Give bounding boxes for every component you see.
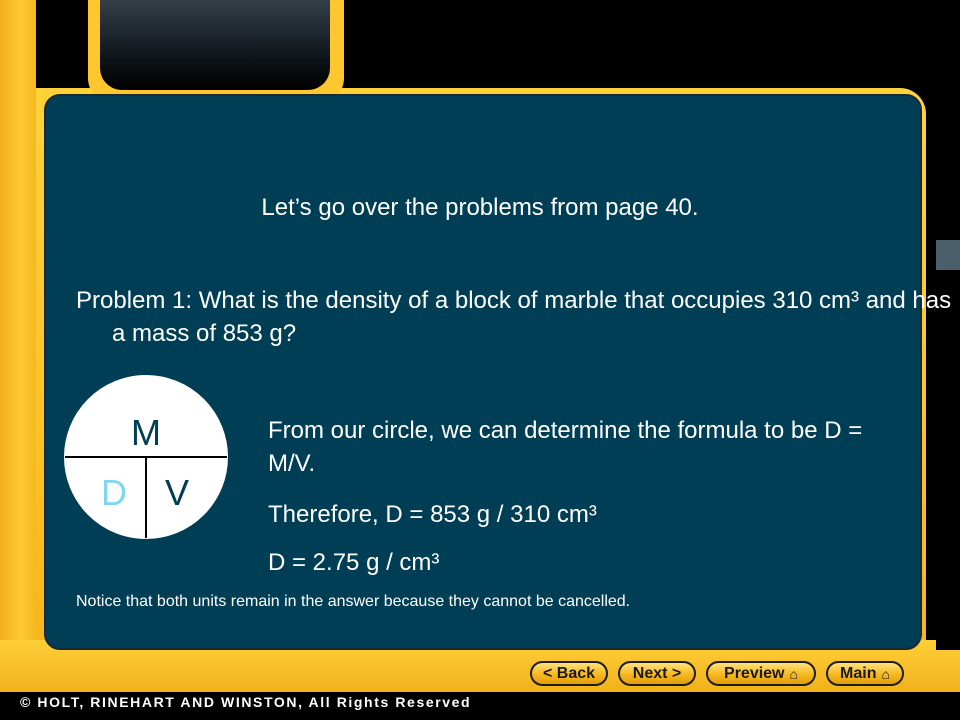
circle-mass-letter: M: [131, 412, 161, 453]
note-text: Notice that both units remain in the answer because they cannot be cancelled.: [76, 593, 631, 610]
main-button[interactable]: [826, 661, 904, 686]
circle-density-letter: D: [101, 472, 127, 513]
back-button[interactable]: [530, 661, 608, 686]
house-icon: ⌂: [881, 665, 890, 682]
back-button-label: < Back: [542, 664, 596, 682]
circle-vertical-divider: [145, 457, 147, 539]
intro-text: Let’s go over the problems from page 40.: [261, 194, 699, 221]
density-circle-diagram: [64, 375, 228, 539]
next-button[interactable]: [618, 661, 696, 686]
frame-top-tab-window: [100, 0, 330, 90]
frame-left-strip: [0, 0, 36, 690]
copyright-footer: © HOLT, RINEHART AND WINSTON, All Rights Reserved: [20, 694, 472, 710]
right-edge-bar-gray: [936, 240, 960, 270]
solution-answer-text: D = 2.75 g / cm³: [268, 549, 440, 576]
solution-substitution-text: Therefore, D = 853 g / 310 cm³: [268, 501, 597, 528]
house-icon: ⌂: [789, 665, 798, 682]
preview-button[interactable]: [706, 661, 816, 686]
content-panel: [44, 94, 922, 650]
problem-text: Problem 1: What is the density of a block of marble that occupies 310 cm³ and has a mass of 853 g?: [76, 287, 952, 347]
circle-volume-letter: V: [165, 472, 190, 513]
main-button-label: Main: [840, 664, 877, 682]
preview-button-label: Preview: [724, 664, 785, 682]
next-button-label: Next >: [632, 664, 682, 682]
solution-formula-text: From our circle, we can determine the formula to be D = M/V.: [268, 417, 863, 477]
